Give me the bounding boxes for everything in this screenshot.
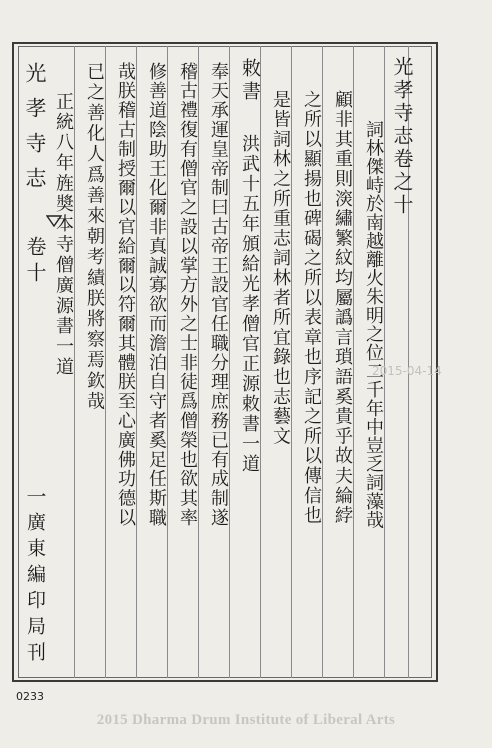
column-rule <box>198 46 199 678</box>
text-column: 奉天承運皇帝制曰古帝王設官任職分理庶務已有成制遂 <box>208 62 229 528</box>
text-column-volume-heading: 光孝寺志卷之十 <box>390 56 414 217</box>
column-rule <box>291 46 292 678</box>
column-rule <box>167 46 168 678</box>
text-column: 是皆詞林之所重志詞林者所宜錄也志藝文 <box>270 90 291 447</box>
column-rule <box>105 46 106 678</box>
column-rule <box>136 46 137 678</box>
text-column: 顧非其重則㴱繡繁紋均屬譌言瑣語奚貴乎故夫綸綍 <box>332 90 353 526</box>
column-rule <box>229 46 230 678</box>
column-rule <box>74 46 75 678</box>
margin-book-title: 光孝寺志 <box>23 62 47 202</box>
watermark-date: 2015-04-14 <box>372 364 442 378</box>
text-column-heading: 敕書 <box>239 58 261 104</box>
text-column: 洪武十五年頒給光孝僧官正源敕書一道 <box>239 134 260 474</box>
text-column: 修善道陰助王化爾非真誠寡欲而澹泊自守者奚足任斯職 <box>146 62 167 528</box>
column-rule <box>322 46 323 678</box>
text-column: 正統八年旌奬本寺僧廣源書一道 <box>53 92 74 378</box>
margin-page-mark: 一 <box>23 486 47 509</box>
text-column: 詞林傑峙於南越離火朱明之位二千年中豈乏詞藻哉 <box>363 120 384 530</box>
text-column: 之所以顯揚也碑碣之所以表章也序記之所以傳信也 <box>301 90 322 526</box>
margin-publisher: 廣東編印局刊 <box>24 512 46 668</box>
scan-page-number: 0233 <box>16 690 44 703</box>
column-rule <box>353 46 354 678</box>
text-column: 稽古禮復有僧官之設以掌方外之士非徒爲僧榮也欲其率 <box>177 62 198 528</box>
watermark-footer: 2015 Dharma Drum Institute of Liberal Arts <box>96 712 396 728</box>
column-rule <box>260 46 261 678</box>
text-column: 已之善化人爲善來朝考績朕將察焉欽哉 <box>84 62 105 413</box>
text-column: 哉朕稽古制授爾以官給爾以符爾其體朕至心廣佛功德以 <box>115 62 136 528</box>
column-rule <box>384 46 385 678</box>
margin-volume: 卷十 <box>23 236 47 288</box>
